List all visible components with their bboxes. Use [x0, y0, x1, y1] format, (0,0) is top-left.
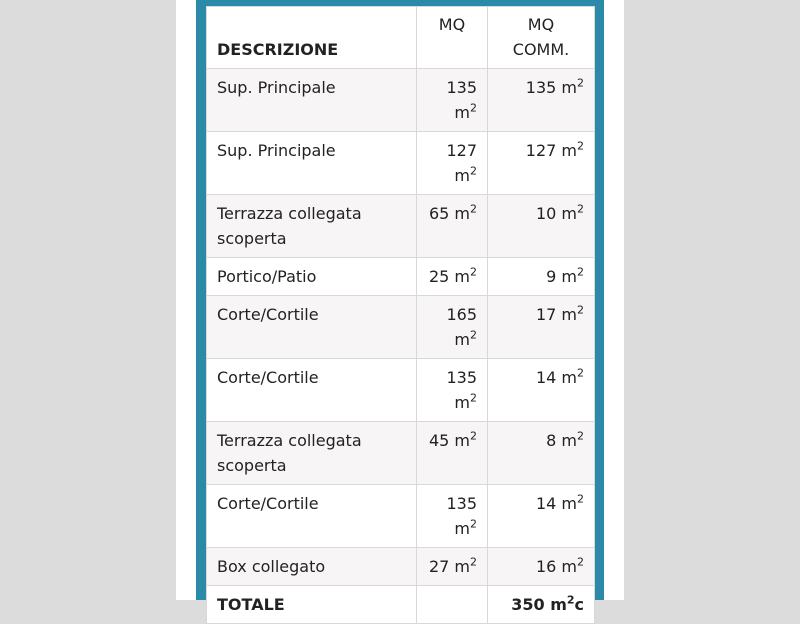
unit-symbol: m: [561, 204, 577, 223]
unit-label: [561, 305, 584, 324]
header-description: DESCRIZIONE: [207, 7, 417, 69]
row-mq-value: 27: [428, 557, 450, 576]
row-mq-comm-value: 9: [546, 267, 557, 286]
unit-exponent: 2: [470, 555, 477, 569]
table-row: [207, 548, 595, 586]
row-mq-value: 25: [428, 267, 450, 286]
row-mq-comm-value: 14: [535, 368, 557, 387]
row-mq-comm: [488, 258, 595, 296]
unit-label: [454, 557, 477, 576]
unit-label: [454, 267, 477, 286]
row-description: Sup. Principale: [207, 132, 417, 195]
unit-symbol: m: [454, 519, 470, 538]
table-header-row: [207, 7, 595, 69]
unit-symbol: m: [561, 368, 577, 387]
unit-label: [454, 103, 477, 122]
row-mq-comm: [488, 485, 595, 548]
unit-exponent: 2: [470, 517, 477, 531]
unit-exponent: 2: [577, 555, 584, 569]
unit-symbol: m: [454, 431, 470, 450]
unit-label: [561, 267, 584, 286]
row-mq-comm-value: 127: [525, 141, 557, 160]
row-mq-comm-value: 16: [535, 557, 557, 576]
row-mq-comm-value: 14: [535, 494, 557, 513]
header-mq-comm: MQ COMM.: [488, 7, 595, 69]
table-row: [207, 422, 595, 485]
row-mq: [417, 69, 488, 132]
row-mq-comm: [488, 548, 595, 586]
row-mq-comm: [488, 195, 595, 258]
row-mq-comm: [488, 69, 595, 132]
row-mq-comm-value: 135: [525, 78, 557, 97]
unit-label: [454, 393, 477, 412]
unit-symbol: m: [454, 557, 470, 576]
unit-label: [454, 330, 477, 349]
row-mq-value: 65: [428, 204, 450, 223]
row-mq-value: 135: [446, 368, 477, 387]
row-mq-comm-value: 10: [535, 204, 557, 223]
unit-exponent: 2: [577, 76, 584, 90]
row-mq-value: 165: [446, 305, 477, 324]
row-mq: [417, 422, 488, 485]
row-description: Corte/Cortile: [207, 296, 417, 359]
row-description: Corte/Cortile: [207, 359, 417, 422]
unit-label: [561, 204, 584, 223]
unit-exponent: 2: [470, 391, 477, 405]
row-description: Portico/Patio: [207, 258, 417, 296]
row-mq-value: 135: [446, 494, 477, 513]
unit-symbol: m: [454, 166, 470, 185]
unit-label: [454, 431, 477, 450]
unit-symbol: m: [454, 103, 470, 122]
unit-label: [454, 204, 477, 223]
total-value-value: 350: [511, 595, 545, 614]
unit-exponent: 2: [577, 492, 584, 506]
total-label: TOTALE: [207, 586, 417, 624]
unit-symbol: m: [550, 595, 567, 614]
row-mq-value: 127: [446, 141, 477, 160]
unit-label: [561, 78, 584, 97]
surface-table: [206, 6, 595, 624]
unit-label: [561, 141, 584, 160]
table-row: [207, 359, 595, 422]
unit-symbol: m: [454, 330, 470, 349]
table-row: [207, 69, 595, 132]
table-row: [207, 485, 595, 548]
unit-exponent: 2: [470, 164, 477, 178]
table-row: [207, 296, 595, 359]
total-mq-empty: [417, 586, 488, 624]
unit-label: [561, 431, 584, 450]
unit-exponent: 2: [470, 101, 477, 115]
table-row: [207, 258, 595, 296]
unit-symbol: m: [561, 267, 577, 286]
unit-exponent: 2: [577, 366, 584, 380]
row-mq-comm-value: 8: [546, 431, 557, 450]
unit-exponent: 2: [470, 429, 477, 443]
row-description: Terrazza collegata scoperta: [207, 195, 417, 258]
row-mq-comm: [488, 359, 595, 422]
unit-label: [561, 494, 584, 513]
row-mq-comm: [488, 132, 595, 195]
unit-label: [454, 519, 477, 538]
unit-exponent: 2: [577, 265, 584, 279]
row-mq: [417, 195, 488, 258]
unit-symbol: m: [561, 494, 577, 513]
row-description: Box collegato: [207, 548, 417, 586]
unit-label: [561, 368, 584, 387]
unit-exponent: 2: [470, 202, 477, 216]
total-value: [488, 586, 595, 624]
unit-symbol: m: [561, 305, 577, 324]
total-row: [207, 586, 595, 624]
total-unit-suffix: c: [574, 595, 584, 614]
row-description: Terrazza collegata scoperta: [207, 422, 417, 485]
unit-exponent: 2: [577, 303, 584, 317]
unit-symbol: m: [454, 204, 470, 223]
table-row: [207, 195, 595, 258]
unit-symbol: m: [454, 267, 470, 286]
unit-exponent: 2: [470, 265, 477, 279]
unit-exponent: 2: [470, 328, 477, 342]
unit-symbol: m: [561, 141, 577, 160]
row-description: Sup. Principale: [207, 69, 417, 132]
unit-symbol: m: [561, 557, 577, 576]
row-mq: [417, 359, 488, 422]
row-mq-comm-value: 17: [535, 305, 557, 324]
unit-symbol: m: [454, 393, 470, 412]
row-mq-comm: [488, 296, 595, 359]
unit-symbol: m: [561, 431, 577, 450]
unit-exponent: 2: [566, 593, 575, 607]
unit-label: [550, 595, 574, 614]
header-mq: MQ: [417, 7, 488, 69]
row-mq-value: 45: [428, 431, 450, 450]
unit-exponent: 2: [577, 429, 584, 443]
row-mq: [417, 548, 488, 586]
table-row: [207, 132, 595, 195]
row-mq: [417, 258, 488, 296]
row-mq: [417, 485, 488, 548]
row-mq-comm: [488, 422, 595, 485]
unit-label: [561, 557, 584, 576]
unit-label: [454, 166, 477, 185]
row-description: Corte/Cortile: [207, 485, 417, 548]
unit-exponent: 2: [577, 202, 584, 216]
unit-symbol: m: [561, 78, 577, 97]
row-mq: [417, 132, 488, 195]
row-mq-value: 135: [446, 78, 477, 97]
unit-exponent: 2: [577, 139, 584, 153]
row-mq: [417, 296, 488, 359]
